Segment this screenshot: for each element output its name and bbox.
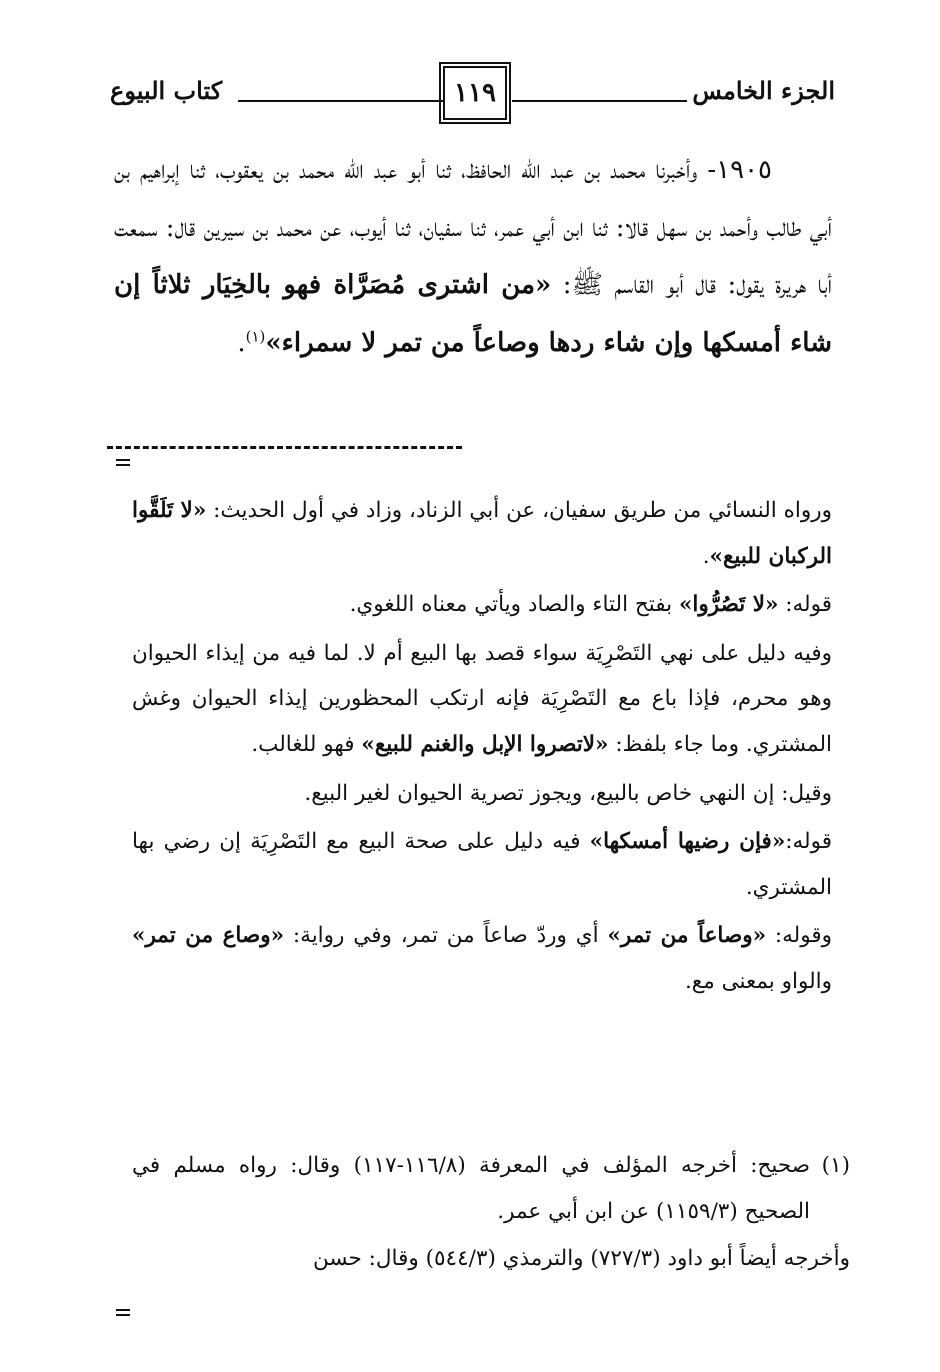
commentary-text: وقوله: <box>766 923 832 949</box>
continuation-mark <box>116 1309 130 1316</box>
commentary-text: وقيل: إن النهي خاص بالبيع، ويجوز تصرية الحيوان لغير البيع. <box>304 780 832 806</box>
continuation-mark <box>116 459 130 466</box>
text-separator-rule <box>107 446 462 449</box>
hadith-paragraph <box>114 142 832 372</box>
commentary-text: فهو للغالب. <box>251 731 362 757</box>
hadith-end: . <box>237 327 246 358</box>
footnote-item <box>132 1143 850 1235</box>
footnote-item <box>132 1236 850 1282</box>
commentary-text: قوله: <box>785 829 832 855</box>
commentary-text: والواو بمعنى مع. <box>684 968 832 994</box>
commentary-text: ورواه النسائي من طريق سفيان، عن أبي الزناد، وزاد في أول الحديث: <box>206 498 832 523</box>
main-text <box>114 142 832 372</box>
commentary-paragraph <box>132 582 832 628</box>
footnotes <box>132 1143 850 1282</box>
commentary-quote: «لاتصروا الإبل والغنم للبيع» <box>361 731 609 757</box>
commentary-text: أي وردّ صاعاً من تمر، وفي رواية: <box>284 923 608 949</box>
isnad-text: ١٩٠٥- وأخبرنا محمد بن عبد الله الحافظ، ثنا أبو عبد الله محمد بن يعقوب، ثنا إبراهيم بن أبي طالب وأحمد بن سهل قالا: ثنا ابن أبي عمر، ثنا سفيان، ثنا أيوب، عن محمد بن سيرين قال: سمعت أبا هريرة يقول: قال أبو القاسم ﷺ: <box>114 155 832 300</box>
commentary-text: بفتح التاء والصاد ويأتي معناه اللغوي. <box>349 592 679 618</box>
footnote-text: وأخرجه أيضاً أبو داود (٧٢٧/٣) والترمذي (٥٤٤/٣) وقال: حسن <box>313 1246 850 1271</box>
commentary-text: وفيه دليل على نهي التَصْرِيَة سواء قصد بها البيع أم لا. لما فيه من إيذاء الحيوان وهو محرم، فإذا باع مع التَصْرِيَة فإنه ارتكب المحظورين إيذاء الحيوان وغش المشتري. وما جاء بلفظ: <box>132 640 832 757</box>
commentary-text: فيه دليل على صحة البيع مع التَصْرِيَة إن رضي بها المشتري. <box>132 829 832 900</box>
commentary-paragraph <box>132 913 832 1004</box>
footnote-reference: (١) <box>245 326 266 345</box>
commentary-quote: «لا تَصُرُّوا» <box>678 592 779 618</box>
header-rule-right <box>512 100 687 102</box>
commentary-quote: «وصاعاً من تمر» <box>607 923 767 949</box>
header-rule-left <box>238 100 443 102</box>
running-header <box>110 62 835 124</box>
commentary-text: . <box>702 543 710 569</box>
hadith-quote: «من اشترى مُصَرَّاة فهو بالخِيَار ثلاثاً إن شاء أمسكها وإن شاء ردها وصاعاً من تمر لا سمراء» <box>114 270 832 358</box>
commentary-paragraph <box>132 819 832 910</box>
header-part-title: الجزء الخامس <box>692 76 835 105</box>
commentary-quote: «وصاع من تمر» <box>132 923 285 949</box>
footnote-number: (١) <box>821 1153 850 1178</box>
commentary-quote: «لا تَلَقَّوا الركبان للبيع» <box>132 498 832 569</box>
header-book-title: كتاب البيوع <box>110 76 223 105</box>
page-number: ١١٩ <box>443 66 507 120</box>
commentary-paragraph <box>132 488 832 579</box>
commentary-paragraph <box>132 631 832 768</box>
commentary <box>132 488 832 1008</box>
commentary-quote: «فإن رضيها أمسكها» <box>589 829 786 855</box>
footnote-text: صحيح: أخرجه المؤلف في المعرفة (١١٦/٨-١١٧) وقال: رواه مسلم في الصحيح (١١٥٩/٣) عن ابن أبي عمر. <box>132 1153 811 1224</box>
commentary-text: قوله: <box>778 592 832 618</box>
commentary-paragraph <box>132 771 832 817</box>
